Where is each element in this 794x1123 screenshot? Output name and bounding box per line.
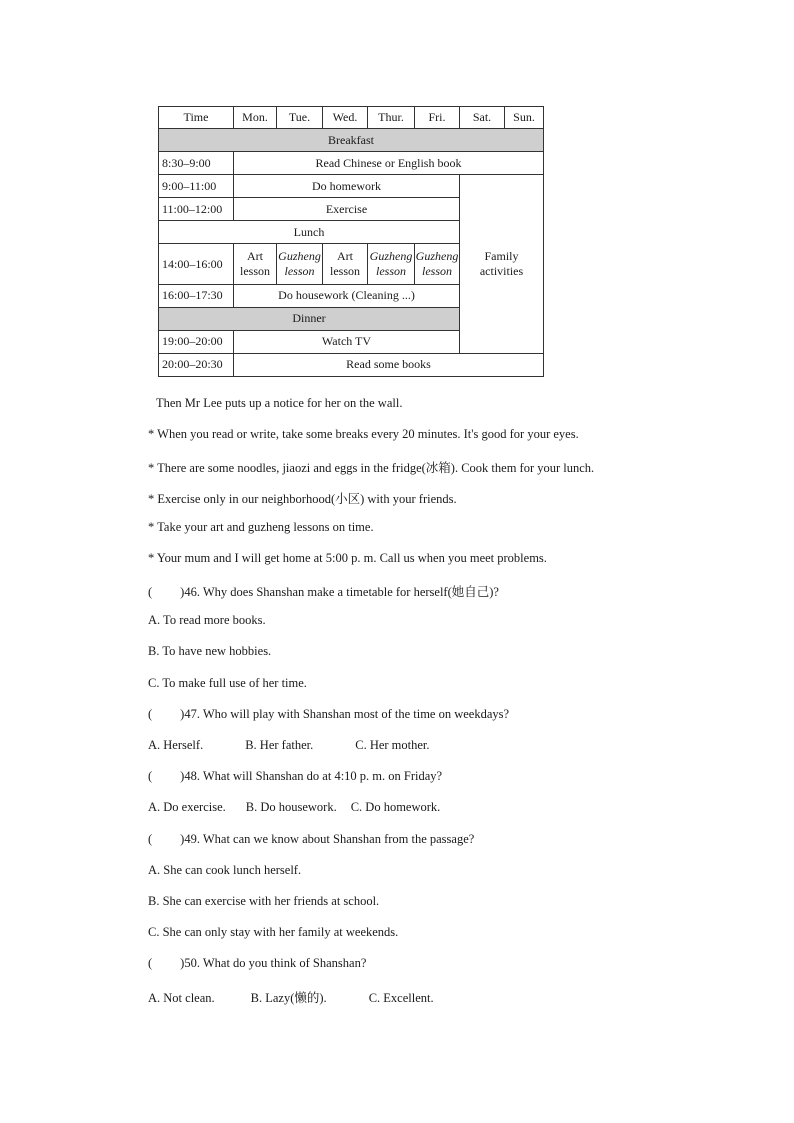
header-row: [159, 107, 544, 129]
options-row: [148, 988, 434, 1006]
header-sun: Sun.: [505, 107, 544, 129]
notice-intro: Then Mr Lee puts up a notice for her on the wall.: [156, 396, 403, 410]
dinner-band: Dinner: [159, 307, 460, 330]
option-a: A. Not clean.: [148, 991, 215, 1005]
header-time: Time: [159, 107, 234, 129]
activity-cell: Do housework (Cleaning ...): [234, 284, 460, 307]
notice-item: * Take your art and guzheng lessons on time.: [148, 520, 374, 534]
lesson-cell: Guzheng lesson: [368, 244, 415, 284]
option-a: A. Herself.: [148, 738, 204, 752]
option-c: C. Her mother.: [355, 738, 430, 752]
question-49: ( )49. What can we know about Shanshan from the passage?: [148, 832, 475, 846]
activity-cell: Watch TV: [234, 330, 460, 353]
lesson-cell: Guzheng lesson: [415, 244, 460, 284]
option-b: B. To have new hobbies.: [148, 644, 272, 658]
question-46: ( )46. Why does Shanshan make a timetable for herself(她自己)?: [148, 585, 499, 599]
options-row: [148, 738, 430, 753]
time-cell: 14:00–16:00: [159, 244, 234, 284]
notice-item: * When you read or write, take some breaks every 20 minutes. It's good for your eyes.: [148, 427, 579, 441]
activity-cell: Exercise: [234, 198, 460, 221]
activity-cell: Do homework: [234, 175, 460, 198]
option-b: B. Her father.: [245, 738, 314, 752]
option-c: C. Excellent.: [368, 991, 434, 1005]
time-cell: 11:00–12:00: [159, 198, 234, 221]
activity-cell: Read some books: [234, 353, 544, 376]
option-a: A. She can cook lunch herself.: [148, 863, 302, 877]
notice-item: * Your mum and I will get home at 5:00 p. m. Call us when you meet problems.: [148, 551, 547, 565]
lunch-band: Lunch: [159, 221, 460, 244]
family-activities-cell: Family activities: [460, 175, 544, 354]
header-wed: Wed.: [323, 107, 368, 129]
time-cell: 20:00–20:30: [159, 353, 234, 376]
question-50: ( )50. What do you think of Shanshan?: [148, 956, 367, 970]
option-b: B. Lazy(懒的).: [250, 991, 327, 1005]
timetable: [158, 106, 544, 377]
option-c: C. She can only stay with her family at weekends.: [148, 925, 399, 939]
question-47: ( )47. Who will play with Shanshan most of the time on weekdays?: [148, 707, 510, 721]
breakfast-band: Breakfast: [159, 129, 544, 152]
lesson-cell: Art lesson: [323, 244, 368, 284]
option-a: A. Do exercise.: [148, 800, 226, 814]
option-b: B. She can exercise with her friends at school.: [148, 894, 380, 908]
lesson-cell: Art lesson: [234, 244, 277, 284]
option-a: A. To read more books.: [148, 613, 266, 627]
options-row: [148, 800, 440, 815]
time-cell: 19:00–20:00: [159, 330, 234, 353]
time-cell: 9:00–11:00: [159, 175, 234, 198]
header-tue: Tue.: [277, 107, 323, 129]
lesson-cell: Guzheng lesson: [277, 244, 323, 284]
time-cell: 16:00–17:30: [159, 284, 234, 307]
activity-cell: Read Chinese or English book: [234, 152, 544, 175]
header-thu: Thur.: [368, 107, 415, 129]
time-cell: 8:30–9:00: [159, 152, 234, 175]
option-c: C. To make full use of her time.: [148, 676, 307, 690]
notice-item: * There are some noodles, jiaozi and eggs in the fridge(冰箱). Cook them for your lunch.: [148, 461, 595, 475]
notice-item: * Exercise only in our neighborhood(小区) with your friends.: [148, 492, 457, 506]
question-48: ( )48. What will Shanshan do at 4:10 p. m. on Friday?: [148, 769, 443, 783]
header-sat: Sat.: [460, 107, 505, 129]
header-mon: Mon.: [234, 107, 277, 129]
header-fri: Fri.: [415, 107, 460, 129]
option-b: B. Do housework.: [245, 800, 337, 814]
option-c: C. Do homework.: [350, 800, 441, 814]
